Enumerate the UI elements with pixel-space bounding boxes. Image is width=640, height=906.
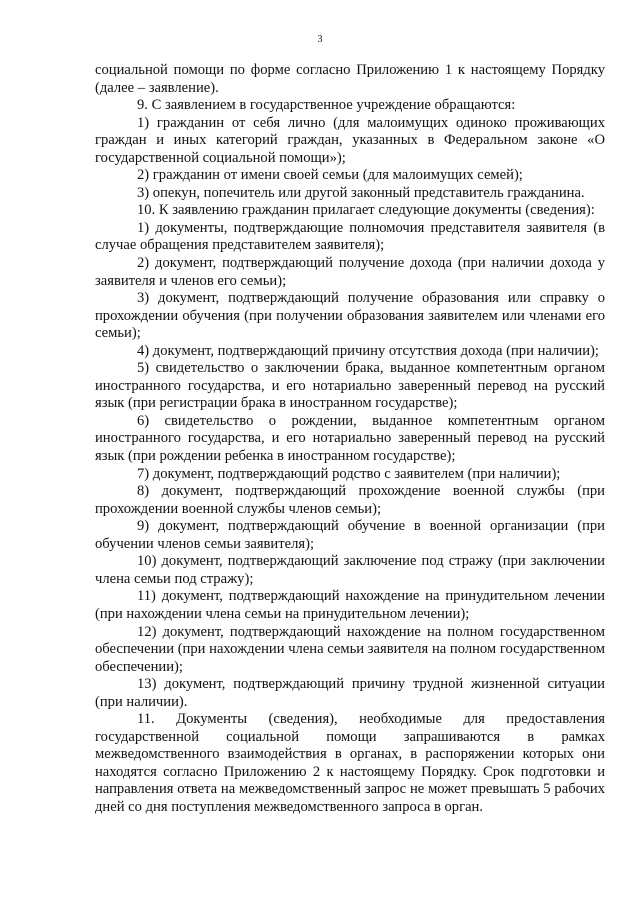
clause-10-item-4: 4) документ, подтверждающий причину отсутствия дохода (при наличии); (137, 342, 599, 359)
clause-10-item-7: 7) документ, подтверждающий родство с заявителем (при наличии); (137, 465, 561, 482)
clause-9-item-3: 3) опекун, попечитель или другой законный представитель гражданина. (137, 184, 585, 201)
clause-10-item-8: 8) документ, подтверждающий прохождение военной службы (при прохождении военной службы членов семьи); (95, 483, 605, 517)
clause-9-item-2: 2) гражданин от имени своей семьи (для малоимущих семей); (137, 167, 523, 184)
clause-10-heading: 10. К заявлению гражданин прилагает следующие документы (сведения): (137, 202, 595, 219)
clause-10-item-1: 1) документы, подтверждающие полномочия представителя заявителя (в случае обращения представителем заявителя); (95, 219, 605, 254)
clause-9-heading: 9. С заявлением в государственное учреждение обращаются: (137, 97, 516, 114)
clause-10-item-3: 3) документ, подтверждающий получение образования или справку о прохождении обучения (при получении образования заявителем или членами его семьи); (95, 290, 605, 342)
clause-10-item-11: 11) документ, подтверждающий нахождение на принудительном лечении (при нахождении члена семьи на принудительном лечении); (95, 588, 605, 622)
clause-10-item-2: 2) документ, подтверждающий получение дохода (при наличии дохода у заявителя и членов его семьи); (95, 255, 605, 289)
clause-10-item-5: 5) свидетельство о заключении брака, выданное компетентным органом иностранного государства, и его нотариально заверенный перевод на русский язык (при регистрации брака в иностранном государстве); (95, 360, 605, 412)
document-body (95, 62, 605, 817)
paragraph-application-form: социальной помощи по форме согласно Приложению 1 к настоящему Порядку (далее – заявление). (95, 62, 605, 96)
clause-10-item-13: 13) документ, подтверждающий причину трудной жизненной ситуации (при наличии). (95, 676, 605, 710)
clause-10-item-9: 9) документ, подтверждающий обучение в военной организации (при обучении членов семьи заявителя); (95, 518, 605, 552)
clause-10-item-10: 10) документ, подтверждающий заключение под стражу (при заключении члена семьи под стражу); (95, 553, 605, 587)
clause-9-item-1: 1) гражданин от себя лично (для малоимущих одиноко проживающих граждан и иных категорий граждан, указанных в Федеральном законе «О государственной социальной помощи»); (95, 114, 605, 166)
clause-11-paragraph: 11. Документы (сведения), необходимые для предоставления государственной социальной помощи запрашиваются в рамках межведомственного взаимодействия в органах, в распоряжении которых они находятся согласно Приложению 2 к настоящему Порядку. Срок подготовки и направления ответа на межведомственный запрос не может превышать 5 рабочих дней со дня поступления межведомственного запроса в орган. (95, 711, 605, 815)
page-number: 3 (317, 34, 323, 45)
clause-10-item-12: 12) документ, подтверждающий нахождение на полном государственном обеспечении (при нахождении члена семьи заявителя на полном государственном обеспечении); (95, 623, 605, 675)
clause-10-item-6: 6) свидетельство о рождении, выданное компетентным органом иностранного государства, и его нотариально заверенный перевод на русский язык (при рождении ребенка в иностранном государстве); (95, 412, 605, 465)
